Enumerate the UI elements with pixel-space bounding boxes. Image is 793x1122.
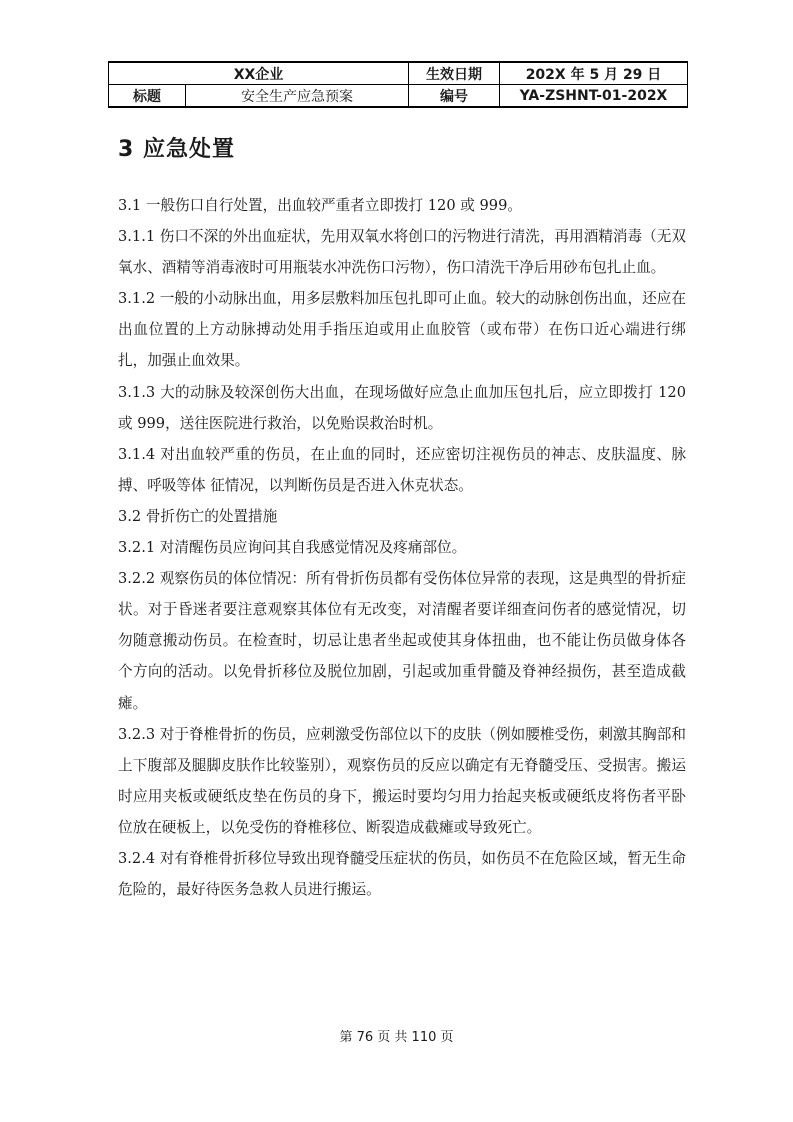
effective-date-label: 生效日期 bbox=[409, 62, 500, 85]
header-row-1 bbox=[109, 62, 688, 85]
paragraph-3-1-3: 3.1.3 大的动脉及较深创伤大出血，在现场做好应急止血加压包扎后，应立即拨打 120 或 999，送往医院进行救治，以免贻误救治时机。 bbox=[118, 383, 686, 432]
paragraph-3-1-1: 3.1.1 伤口不深的外出血症状，先用双氧水将创口的污物进行清洗，再用酒精消毒（无双氧水、酒精等消毒液时可用瓶装水冲洗伤口污物），伤口清洗干净后用砂布包扎止血。 bbox=[118, 228, 686, 277]
title-value: 安全生产应急预案 bbox=[186, 85, 409, 108]
paragraph-3-2-4: 3.2.4 对有脊椎骨折移位导致出现脊髓受压症状的伤员，如伤员不在危险区域，暂无生命危险的，最好待医务急救人员进行搬运。 bbox=[118, 849, 686, 899]
header-row-2 bbox=[109, 85, 688, 108]
company-name: XX企业 bbox=[109, 62, 409, 85]
number-label: 编号 bbox=[409, 85, 500, 108]
paragraph-3-1-4: 3.1.4 对出血较严重的伤员，在止血的同时，还应密切注视伤员的神志、皮肤温度、脉搏、呼吸等体 征情况，以判断伤员是否进入休克状态。 bbox=[118, 445, 686, 494]
effective-date-value: 202X 年 5 月 29 日 bbox=[500, 62, 688, 85]
paragraph-3-2-3: 3.2.3 对于脊椎骨折的伤员，应刺激受伤部位以下的皮肤（例如腰椎受伤，刺激其胸部和上下腹部及腿脚皮肤作比较鉴别），观察伤员的反应以确定有无脊髓受压、受损害。搬运时应用夹板或硬纸皮垫在伤员的身下，搬运时要均匀用力抬起夹板或硬纸皮将伤者平卧位放在硬板上，以免受伤的脊椎移位、断裂造成截瘫或导致死亡。 bbox=[118, 725, 686, 836]
page-footer: 第 76 页 共 110 页 bbox=[339, 1030, 454, 1045]
title-label: 标题 bbox=[109, 85, 186, 108]
paragraph-3-2: 3.2 骨折伤亡的处置措施 bbox=[118, 507, 278, 525]
paragraph-3-1: 3.1 一般伤口自行处置，出血较严重者立即拨打 120 或 999。 bbox=[118, 197, 522, 214]
paragraph-3-1-2: 3.1.2 一般的小动脉出血，用多层敷料加压包扎即可止血。较大的动脉创伤出血，还应在出血位置的上方动脉搏动处用手指压迫或用止血胶管（或布带）在伤口近心端进行绑扎，加强止血效果。 bbox=[118, 290, 686, 370]
document-header-table bbox=[108, 61, 688, 108]
section-title: 3 应急处置 bbox=[118, 137, 235, 162]
paragraph-3-2-2: 3.2.2 观察伤员的体位情况：所有骨折伤员都有受伤体位异常的表现，这是典型的骨折症状。对于昏迷者要注意观察其体位有无改变，对清醒者要详细查问伤者的感觉情况，切勿随意搬动伤员。在检查时，切忌让患者坐起或使其身体扭曲，也不能让伤员做身体各个方向的活动。以免骨折移位及脱位加剧，引起或加重骨髓及脊神经损伤，甚至造成截瘫。 bbox=[118, 570, 686, 712]
number-value: YA-ZSHNT-01-202X bbox=[500, 85, 688, 108]
paragraph-3-2-1: 3.2.1 对清醒伤员应询问其自我感觉情况及疼痛部位。 bbox=[118, 539, 467, 557]
document-body bbox=[118, 190, 686, 905]
